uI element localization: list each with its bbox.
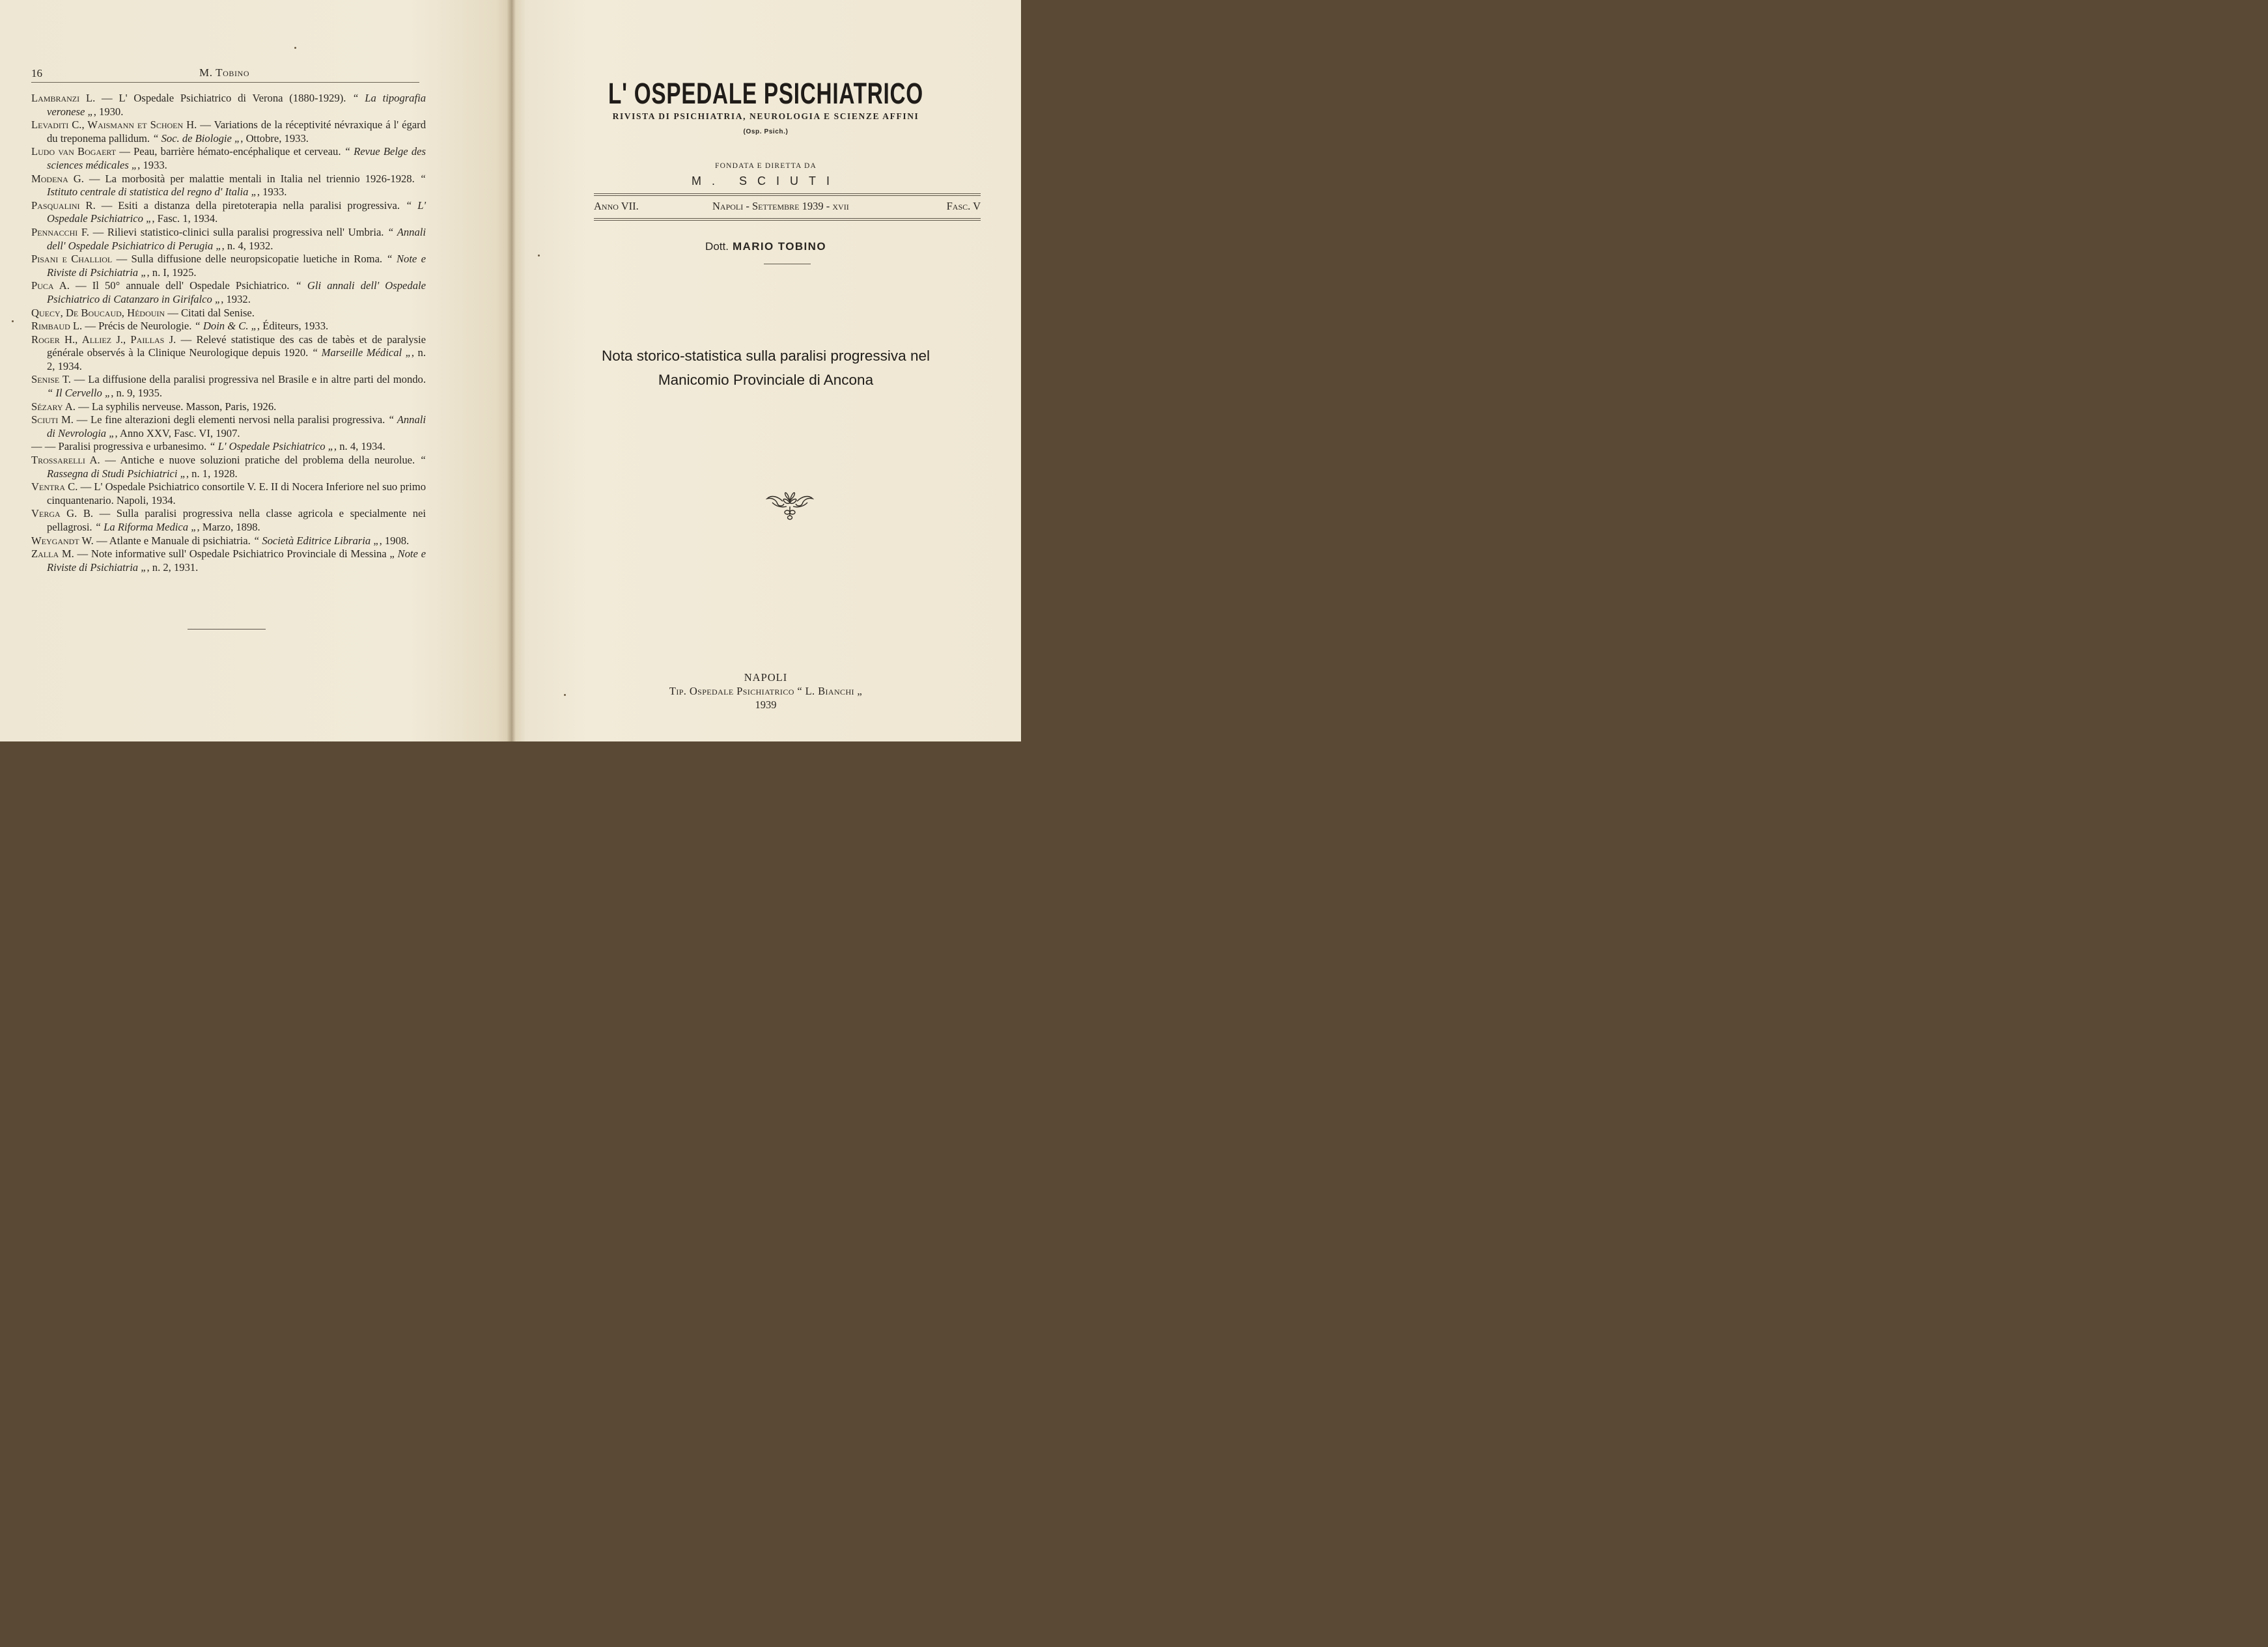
reference-entry: [31, 226, 426, 253]
editor-name: M. SCIUTI: [692, 174, 840, 187]
reference-journal: “ Annali di Nevrologia „: [47, 413, 426, 439]
reference-text: — La morbosità per malattie mentali in Italia nel triennio 1926-1928.: [83, 172, 420, 185]
journal-subtitle: RIVISTA DI PSICHIATRIA, NEUROLOGIA E SCIENZE AFFINI: [612, 111, 919, 121]
reference-entry: [31, 534, 426, 548]
reference-journal: “ Note e Riviste di Psichiatria „: [47, 253, 426, 279]
reference-author: Lambranzi L.: [31, 92, 96, 104]
reference-author: Modena G.: [31, 172, 84, 185]
reference-text: Paralisi progressiva e urbanesimo.: [55, 440, 210, 453]
reference-tail: , n. 2, 1931.: [147, 561, 199, 574]
left-page: [0, 0, 511, 741]
reference-author: Pennacchi F.: [31, 225, 89, 238]
reference-entry: [31, 333, 426, 374]
top-rule: [594, 193, 981, 194]
issue-place-date: Napoli - Settembre 1939 - xvii: [712, 200, 849, 212]
paper-speck: [564, 694, 566, 696]
reference-text: — Antiche e nuove soluzioni pratiche del problema della neurolue.: [100, 454, 420, 467]
founded-label: FONDATA E DIRETTA DA: [714, 162, 817, 170]
reference-author: Pasqualini R.: [31, 199, 96, 212]
reference-journal: “ La Riforma Medica „: [94, 521, 197, 533]
issue-year: Anno VII.: [594, 200, 639, 212]
reference-entry: [31, 145, 426, 172]
reference-author: Levaditi C., Waismann et Schoen H.: [31, 118, 197, 131]
reference-tail: , 1933.: [257, 186, 287, 199]
reference-text: — Le fine alterazioni degli elementi nervosi nella paralisi progressiva.: [73, 413, 389, 426]
reference-entry: [31, 507, 426, 534]
reference-tail: , n. I, 1925.: [147, 266, 197, 279]
right-page: [511, 0, 1021, 741]
floral-heart-ornament-icon: [766, 487, 814, 521]
reference-tail: , Anno XXV, Fasc. VI, 1907.: [115, 426, 240, 439]
reference-entry: [31, 92, 426, 118]
reference-text: — Atlante e Manuale di psichiatria.: [93, 534, 253, 547]
reference-tail: , 1932.: [221, 292, 251, 305]
reference-text: — Rilievi statistico-clinici sulla paralisi progressiva nell' Umbria.: [89, 225, 388, 238]
references-list: [31, 92, 426, 574]
reference-author: Verga G. B.: [31, 507, 94, 520]
article-title: [511, 344, 1021, 392]
reference-entry: [31, 173, 426, 199]
reference-text: — Sulla paralisi progressiva nella classe agricola e specialmente nei pellagrosi.: [47, 507, 427, 533]
reference-entry: [31, 307, 426, 320]
reference-author: Sciuti M.: [31, 413, 74, 426]
reference-author: Sézary A.: [31, 400, 76, 413]
reference-author: Puca A.: [31, 279, 70, 292]
reference-entry: [31, 199, 426, 226]
journal-abbreviation: (Osp. Psich.): [743, 128, 789, 135]
reference-entry: [31, 413, 426, 440]
reference-text: — Il 50° annuale dell' Ospedale Psichiatrico.: [69, 279, 296, 292]
reference-journal: “ Soc. de Biologie „: [152, 131, 241, 145]
reference-journal: “ Rassegna di Studi Psichiatrici „: [47, 454, 426, 480]
imprint: [511, 671, 1021, 712]
bottom-rule: [594, 218, 981, 219]
reference-entry: [31, 480, 426, 507]
reference-journal: “ Società Editrice Libraria „: [253, 534, 380, 547]
reference-tail: , 1930.: [93, 105, 124, 118]
reference-author: Quecy, De Boucaud, Hédouin: [31, 306, 165, 319]
reference-tail: , n. 9, 1935.: [111, 387, 163, 400]
author-prefix: Dott.: [705, 240, 729, 253]
reference-journal: Note e Riviste di Psichiatria „: [47, 547, 427, 574]
reference-author: Weygandt W.: [31, 534, 94, 547]
reference-entry: [31, 400, 426, 414]
reference-tail: , n. 2, 1934.: [47, 346, 426, 372]
reference-entry: [31, 279, 426, 306]
reference-tail: , Fasc. 1, 1934.: [152, 212, 218, 225]
reference-text: — L' Ospedale Psichiatrico di Verona (1880-1929).: [95, 92, 353, 104]
reference-entry: [31, 373, 426, 400]
reference-author: Senise T.: [31, 373, 71, 386]
reference-journal: “ Annali dell' Ospedale Psichiatrico di Perugia „: [47, 225, 426, 252]
reference-text: — Relevé statistique des cas de tabès et de paralysie générale observés à la Clinique Neurologique depuis 1920.: [47, 333, 426, 359]
reference-author: Roger H., Alliez J., Paillas J.: [31, 333, 176, 346]
running-head: [31, 65, 419, 83]
reference-text: — Sulla diffusione delle neuropsicopatie luetiche in Roma.: [112, 253, 387, 266]
reference-tail: , Marzo, 1898.: [197, 521, 260, 533]
reference-tail: , Éditeurs, 1933.: [257, 320, 329, 333]
reference-text: — Peau, barrière hémato-encéphalique et cerveau.: [116, 145, 344, 158]
bottom-rule-thin: [594, 220, 981, 221]
reference-entry: [31, 547, 426, 574]
reference-text: — Précis de Neurologie.: [82, 320, 195, 333]
reference-journal: “ Marseille Médical „: [311, 346, 412, 359]
reference-entry: [31, 253, 426, 279]
author-name: MARIO TOBINO: [732, 240, 826, 253]
article-title-line-2: Manicomio Provinciale di Ancona: [658, 372, 874, 388]
reference-author: — —: [31, 440, 56, 453]
reference-text: — Citati dal: [165, 306, 224, 319]
running-head-author: M. Tobino: [199, 66, 250, 79]
reference-author: Rimbaud L.: [31, 320, 83, 333]
reference-entry: [31, 454, 426, 480]
reference-text: — La syphilis nerveuse. Masson, Paris, 1926.: [75, 400, 277, 413]
paper-speck: [12, 320, 14, 322]
reference-tail: , 1908.: [379, 534, 410, 547]
reference-journal: “ Istituto centrale di statistica del regno d' Italia „: [47, 172, 426, 199]
reference-journal: “ Doin & C. „: [194, 320, 257, 333]
reference-tail: , n. 1, 1928.: [186, 467, 238, 480]
reference-tail: , n. 4, 1934.: [333, 440, 385, 453]
issue-fascicle: Fasc. V: [946, 200, 981, 212]
issue-row: [594, 200, 981, 217]
reference-tail: , Ottobre, 1933.: [240, 131, 309, 145]
reference-author: Pisani e Challiol: [31, 253, 113, 266]
imprint-year: 1939: [755, 699, 777, 711]
reference-entry: [31, 440, 426, 454]
reference-text: — Variations de la réceptivité névraxique á l' égard du treponema pallidum.: [47, 118, 426, 145]
reference-tail: Senise.: [223, 306, 255, 319]
paper-speck: [538, 255, 540, 256]
reference-author: Ventra C.: [31, 480, 78, 493]
end-rule: [188, 629, 266, 630]
reference-author: Zalla M.: [31, 547, 74, 561]
reference-tail: , 1933.: [137, 158, 167, 171]
article-title-line-1: Nota storico-statistica sulla paralisi progressiva nel: [602, 348, 930, 364]
imprint-city: NAPOLI: [744, 671, 788, 684]
reference-tail: , n. 4, 1932.: [221, 239, 273, 252]
author-line: [511, 240, 1021, 253]
reference-text: — Esiti a distanza della piretoterapia nella paralisi progressiva.: [95, 199, 406, 212]
reference-journal: “ L' Ospedale Psichiatrico „: [209, 440, 334, 453]
reference-journal: “ Gli annali dell' Ospedale Psichiatrico di Catanzaro in Girifalco „: [47, 279, 426, 305]
page-number: 16: [31, 67, 42, 79]
reference-author: Trossarelli A.: [31, 454, 100, 467]
reference-entry: [31, 118, 426, 145]
reference-journal: “ Revue Belge des sciences médicales „: [47, 145, 426, 171]
reference-journal: “ La tipografia veronese „: [47, 92, 426, 118]
journal-title: L' OSPEDALE PSICHIATRICO: [608, 77, 923, 110]
top-rule-thin: [594, 195, 981, 196]
imprint-printer: Tip. Ospedale Psichiatrico “ L. Bianchi „: [669, 685, 863, 697]
reference-journal: “ L' Ospedale Psichiatrico „: [47, 199, 427, 225]
reference-text: — La diffusione della paralisi progressiva nel Brasile e in altre parti del mondo.: [70, 373, 426, 386]
reference-journal: “ Il Cervello „: [47, 387, 111, 400]
reference-author: Ludo van Bogaert: [31, 145, 117, 158]
reference-text: — Note informative sull' Ospedale Psichiatrico Provinciale di Messina „: [74, 547, 398, 561]
book-gutter: [507, 0, 516, 741]
paper-speck: [294, 47, 296, 49]
reference-entry: [31, 320, 426, 333]
book-spread: [0, 0, 1021, 741]
reference-text: — L' Ospedale Psichiatrico consortile V. E. II di Nocera Inferiore nel suo primo cinquantenario. Napoli, 1934.: [47, 480, 426, 506]
